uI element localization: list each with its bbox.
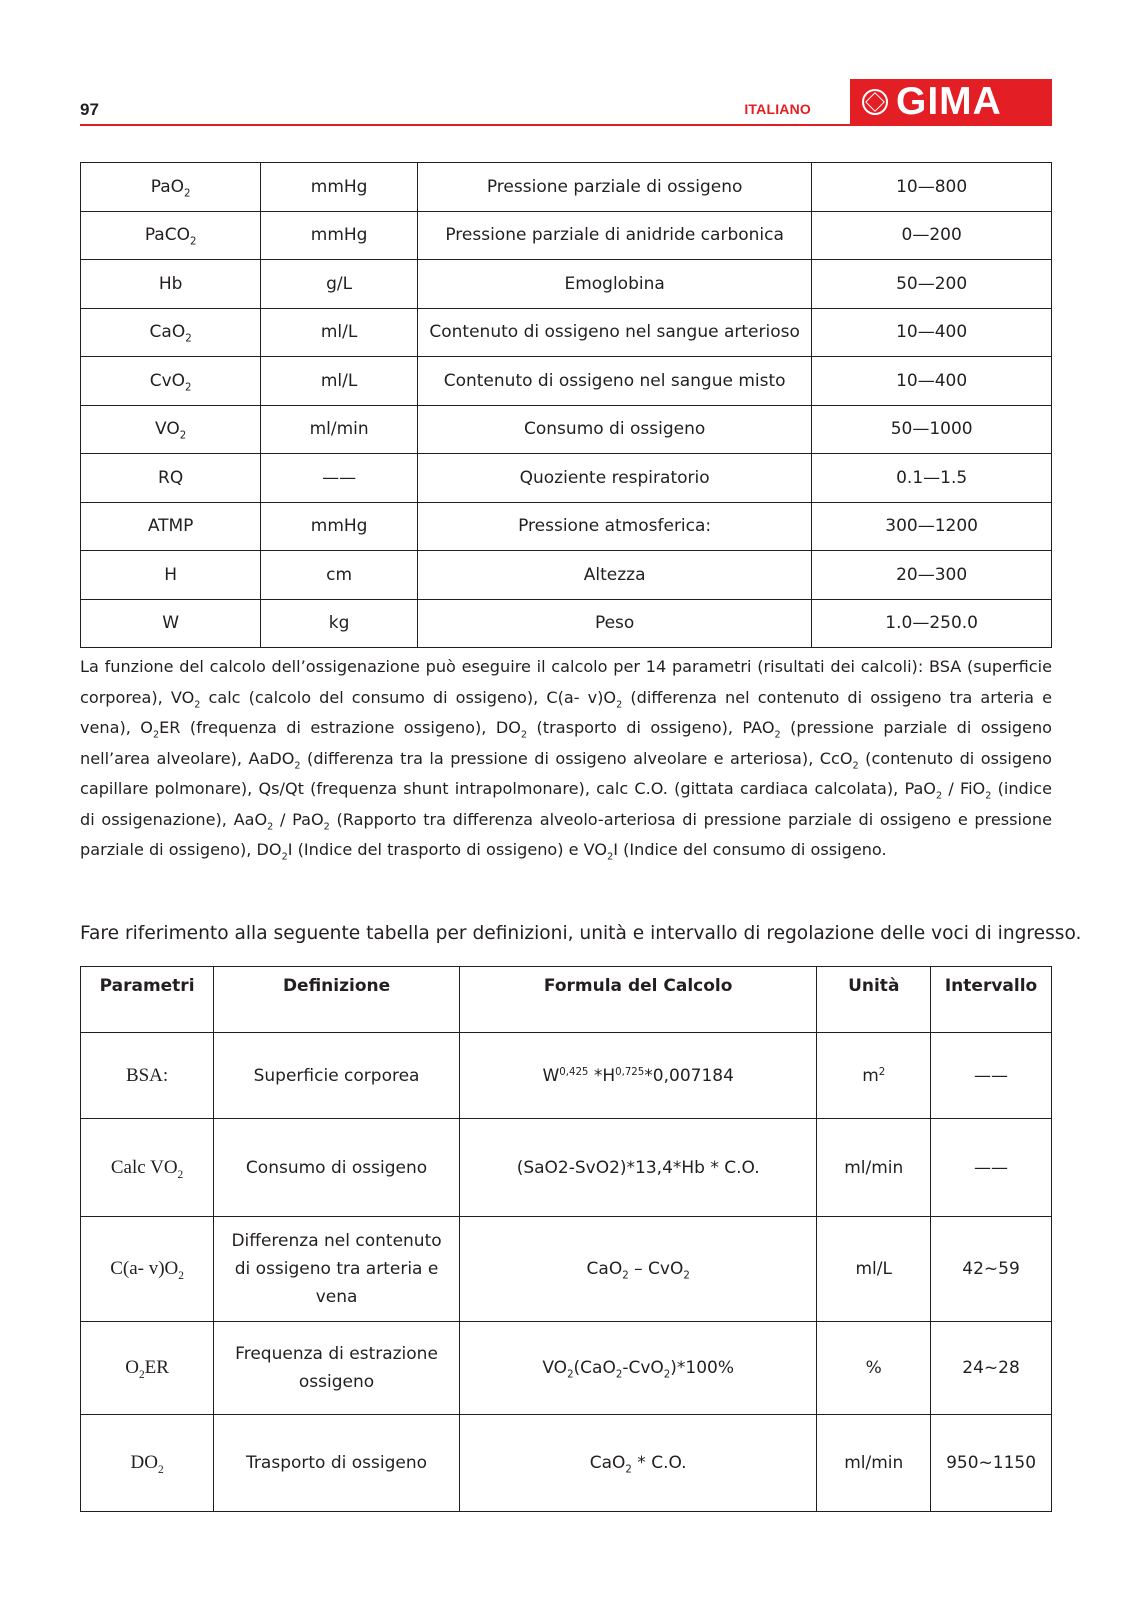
table-row: [81, 163, 1052, 212]
formula-cell: $VO_2(CaO_2-CvO_2)*100\%$: [459, 1322, 816, 1415]
formula-cell: W$^{0,425}$ $*H^{0,725}*0,007184$: [459, 1033, 816, 1119]
table-row: [81, 1415, 1052, 1512]
definition-cell: Differenza nel contenuto di ossigeno tra arteria e vena: [214, 1217, 460, 1322]
description-cell: Quoziente respiratorio: [417, 454, 811, 503]
parameter-cell: $VO_2$: [81, 405, 261, 454]
page-number: 97: [80, 100, 99, 119]
header-divider: [80, 124, 1052, 126]
header-parametri: Parametri: [81, 967, 214, 1033]
header-unita: Unità: [817, 967, 931, 1033]
unit-cell: mmHg: [261, 211, 418, 260]
formula-table-header-row: [81, 967, 1052, 1033]
definition-cell: Superficie corporea: [214, 1033, 460, 1119]
range-cell: 0.1—1.5: [812, 454, 1052, 503]
unit-cell: ml/L: [261, 308, 418, 357]
description-cell: Contenuto di ossigeno nel sangue arterioso: [417, 308, 811, 357]
unit-cell: $m^2$: [817, 1033, 931, 1119]
parameter-cell: Hb: [81, 260, 261, 309]
definition-cell: Frequenza di estrazione ossigeno: [214, 1322, 460, 1415]
formula-cell: CaO$_2$ – CvO$_2$: [459, 1217, 816, 1322]
table-row: [81, 1119, 1052, 1217]
unit-cell: ml/L: [261, 357, 418, 406]
unit-cell: kg: [261, 599, 418, 648]
parameter-cell: $O_2ER$: [81, 1322, 214, 1415]
parameter-cell: PaO$_2$: [81, 163, 261, 212]
unit-cell: %: [817, 1322, 931, 1415]
range-cell: 10—400: [812, 308, 1052, 357]
unit-cell: ml/min: [817, 1415, 931, 1512]
unit-cell: ml/L: [817, 1217, 931, 1322]
header-intervallo: Intervallo: [931, 967, 1052, 1033]
parameter-cell: RQ: [81, 454, 261, 503]
oxygenation-description: La funzione del calcolo dell’ossigenazione può eseguire il calcolo per 14 parametri (risultati dei calcoli): BSA (superficie corporea), $VO_2$ calc (calcolo del consumo di ossigeno), C(a- $v)O_2$ (differenza nel contenuto di ossigeno tra arteria e vena), $O_2ER$ (frequenza di estrazione ossigeno), $DO_2$ (trasporto di ossigeno), $PAO_2$ (pressione parziale di ossigeno nell’area alveolare), AaDO$_2$ (differenza tra la pressione di ossigeno alveolare e arteriosa), CcO$_2$ (contenuto di ossigeno capillare polmonare), Qs/Qt (frequenza shunt intrapolmonare), calc C.O. (gittata cardiaca calcolata), PaO$_2$ / FiO$_2$ (indice di ossigenazione), AaO$_2$ / PaO$_2$ (Rapporto tra differenza alveolo-arteriosa di pressione parziale di ossigeno e pressione parziale di ossigeno), $DO_2I$ (Indice del trasporto di ossigeno) e $VO_2I$ (Indice del consumo di ossigeno.: [80, 657, 1053, 863]
formula-table-intro: Fare riferimento alla seguente tabella per definizioni, unità e intervallo di regolazione delle voci di ingresso.: [80, 923, 1082, 944]
range-cell: 300—1200: [812, 502, 1052, 551]
input-parameters-table: [80, 162, 1052, 648]
range-cell: 10—400: [812, 357, 1052, 406]
unit-cell: mmHg: [261, 163, 418, 212]
parameter-cell: PaCO$_2$: [81, 211, 261, 260]
unit-cell: ml/min: [817, 1119, 931, 1217]
table-row: [81, 551, 1052, 600]
range-cell: 20—300: [812, 551, 1052, 600]
range-cell: 24~28: [931, 1322, 1052, 1415]
unit-cell: g/L: [261, 260, 418, 309]
description-cell: Peso: [417, 599, 811, 648]
parameter-cell: CvO$_2$: [81, 357, 261, 406]
language-label: ITALIANO: [744, 101, 811, 117]
description-cell: Contenuto di ossigeno nel sangue misto: [417, 357, 811, 406]
description-cell: Emoglobina: [417, 260, 811, 309]
unit-cell: cm: [261, 551, 418, 600]
description-cell: Altezza: [417, 551, 811, 600]
formula-table: [80, 966, 1052, 1512]
description-cell: Pressione parziale di anidride carbonica: [417, 211, 811, 260]
definition-cell: Trasporto di ossigeno: [214, 1415, 460, 1512]
gima-emblem-icon: [862, 89, 888, 115]
table-row: [81, 454, 1052, 503]
gima-logo: [850, 79, 1052, 125]
parameter-cell: ATMP: [81, 502, 261, 551]
table-row: [81, 1322, 1052, 1415]
parameter-cell: Calc $VO_2$: [81, 1119, 214, 1217]
definition-cell: Consumo di ossigeno: [214, 1119, 460, 1217]
range-cell: 950~1150: [931, 1415, 1052, 1512]
description-cell: Consumo di ossigeno: [417, 405, 811, 454]
range-cell: 10—800: [812, 163, 1052, 212]
unit-cell: ml/min: [261, 405, 418, 454]
table-row: [81, 405, 1052, 454]
range-cell: 50—200: [812, 260, 1052, 309]
table-row: [81, 260, 1052, 309]
range-cell: ——: [931, 1033, 1052, 1119]
range-cell: 50—1000: [812, 405, 1052, 454]
table-row: [81, 502, 1052, 551]
table-row: [81, 1033, 1052, 1119]
parameter-cell: C(a- $v)O_2$: [81, 1217, 214, 1322]
header-formula: Formula del Calcolo: [459, 967, 816, 1033]
formula-cell: CaO$_2$ * C.O.: [459, 1415, 816, 1512]
table-row: [81, 599, 1052, 648]
page-header: [80, 78, 1052, 126]
unit-cell: ——: [261, 454, 418, 503]
table-row: [81, 308, 1052, 357]
parameter-cell: W: [81, 599, 261, 648]
range-cell: 1.0—250.0: [812, 599, 1052, 648]
parameter-cell: CaO$_2$: [81, 308, 261, 357]
logo-wordmark: GIMA: [896, 80, 1002, 123]
range-cell: 42~59: [931, 1217, 1052, 1322]
range-cell: ——: [931, 1119, 1052, 1217]
parameter-cell: H: [81, 551, 261, 600]
description-cell: Pressione parziale di ossigeno: [417, 163, 811, 212]
table-row: [81, 1217, 1052, 1322]
table-row: [81, 357, 1052, 406]
range-cell: 0—200: [812, 211, 1052, 260]
parameter-cell: $DO_2$: [81, 1415, 214, 1512]
unit-cell: mmHg: [261, 502, 418, 551]
formula-cell: (SaO2-SvO2)*13,4*Hb * C.O.: [459, 1119, 816, 1217]
description-cell: Pressione atmosferica:: [417, 502, 811, 551]
header-definizione: Definizione: [214, 967, 460, 1033]
table-row: [81, 211, 1052, 260]
parameter-cell: BSA:: [81, 1033, 214, 1119]
